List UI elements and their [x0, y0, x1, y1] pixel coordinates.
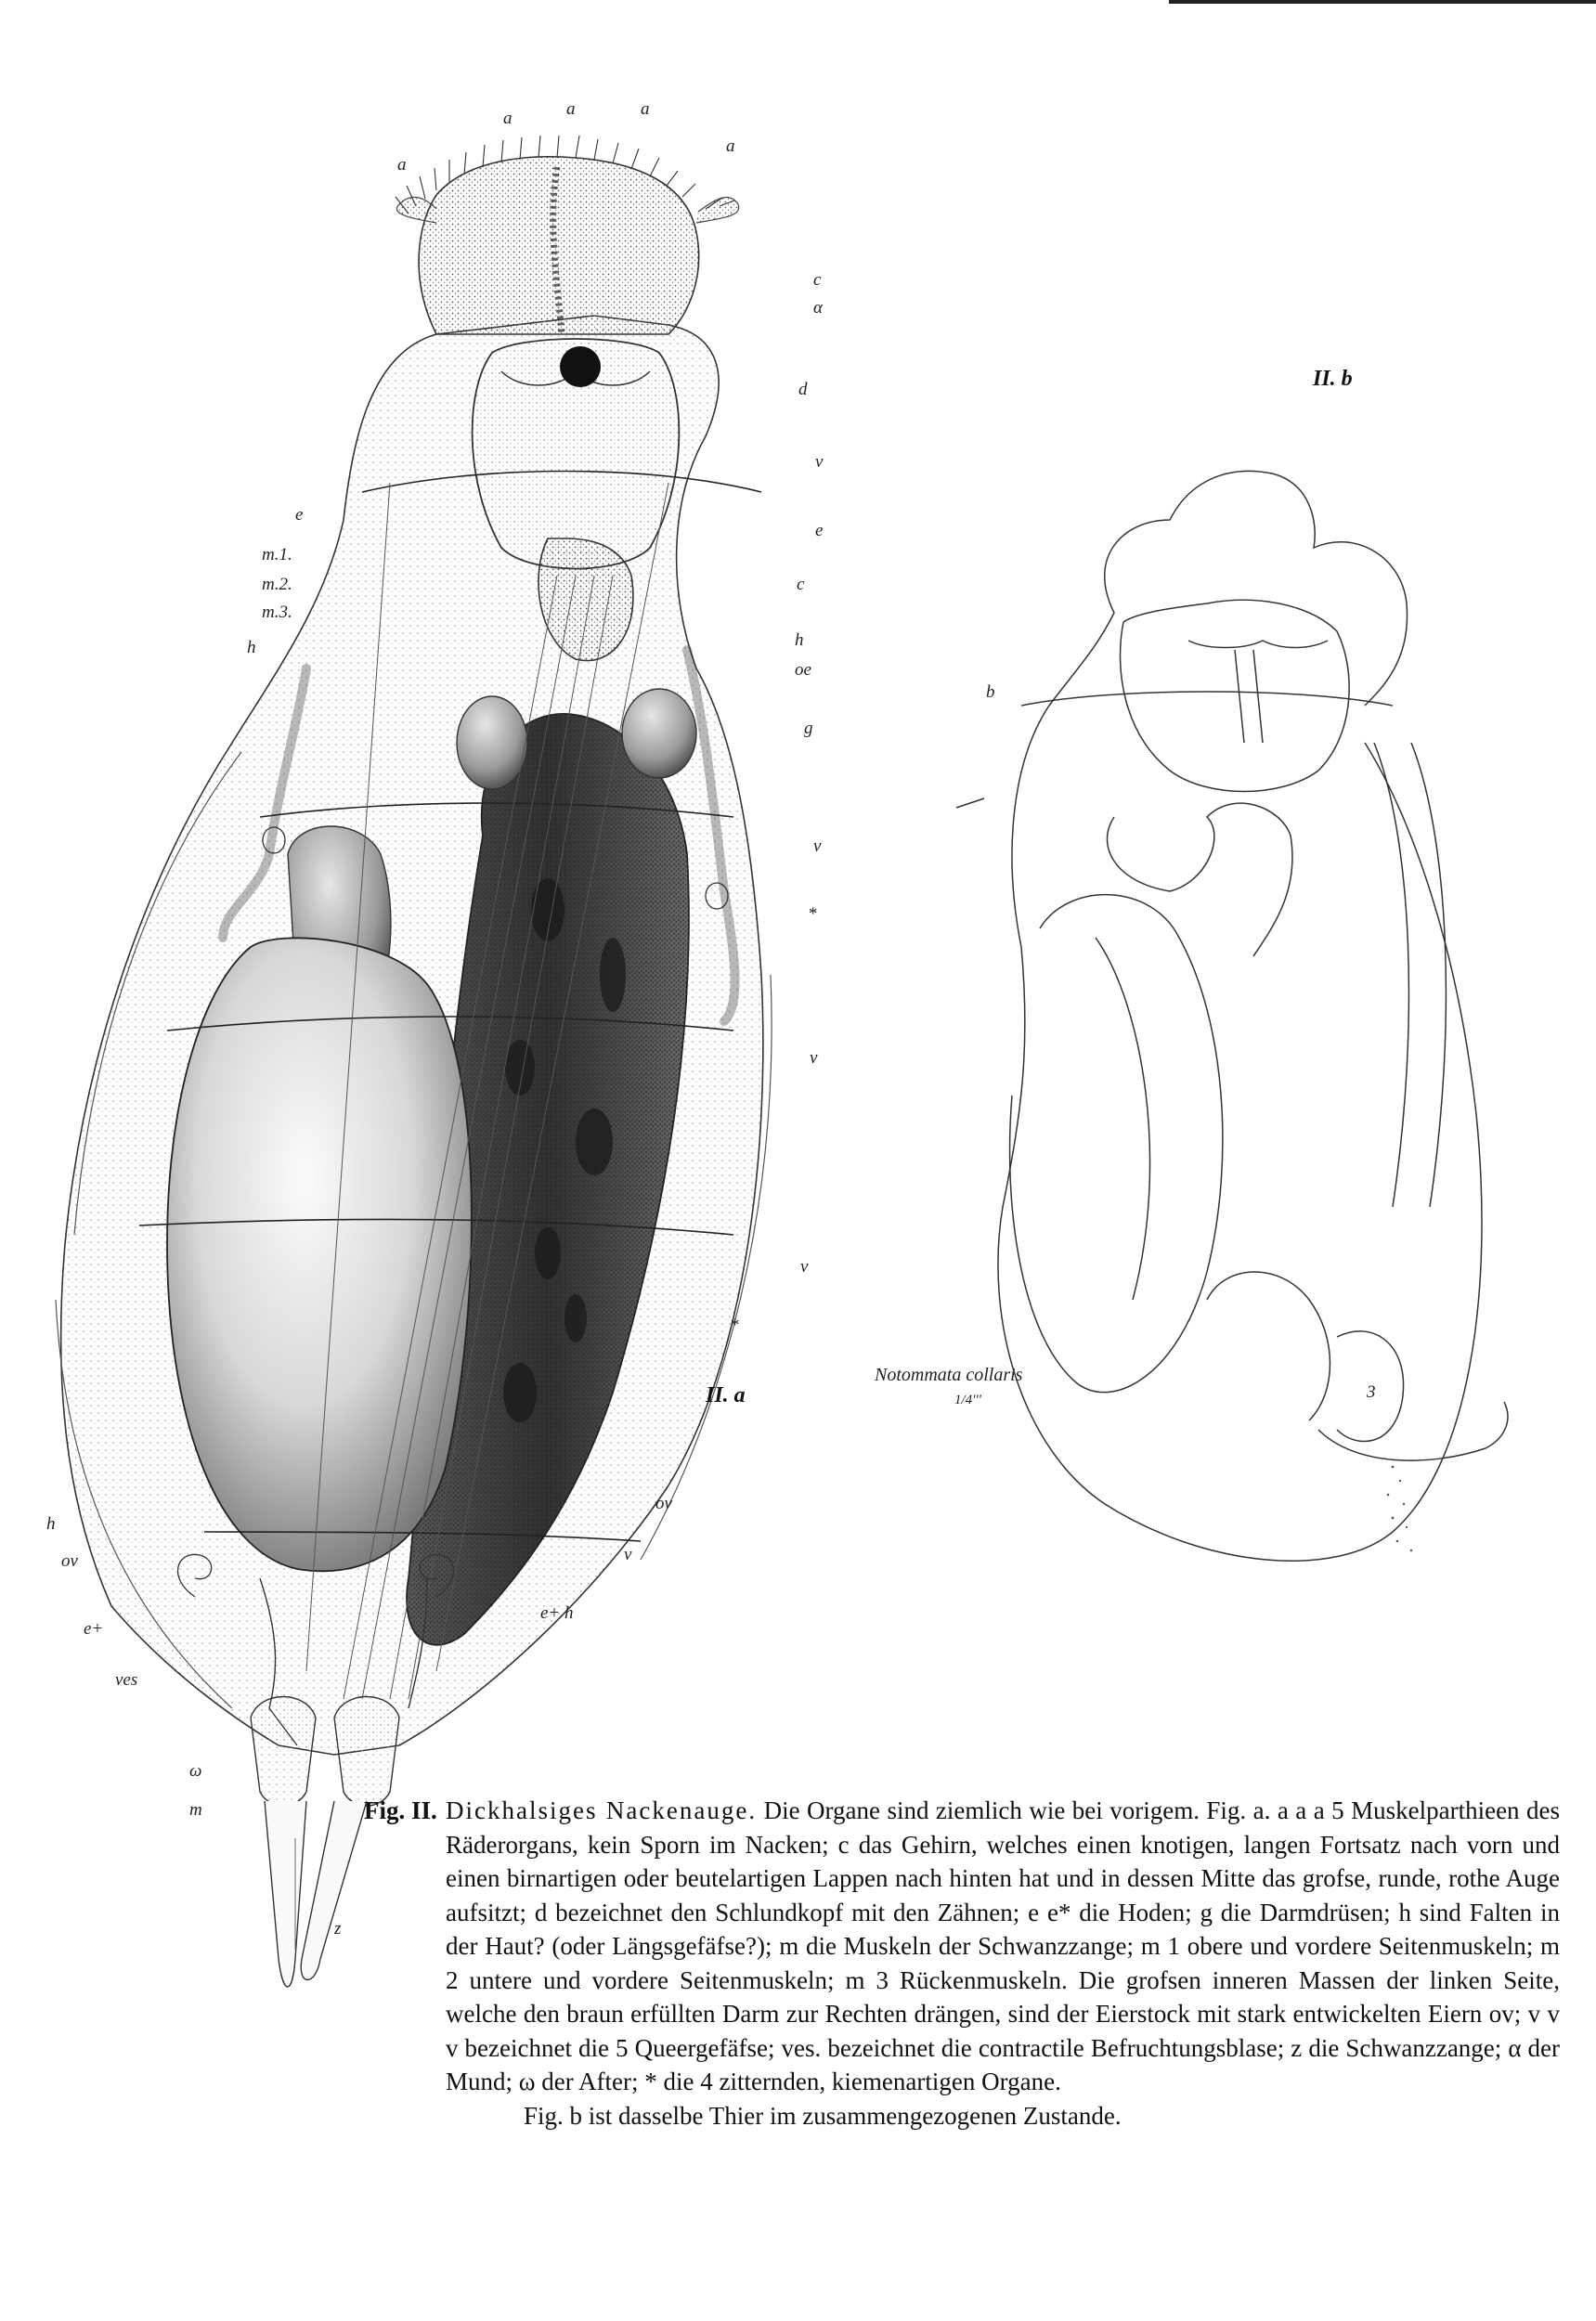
label-h2: h	[795, 630, 804, 650]
caption-body: Die Organe sind ziemlich wie bei vorigem. Fig. a. a a a 5 Muskelparthieen des Räderorgans, kein Sporn im Nacken; c das Gehirn, welches einen knotigen, langen Fortsatz nach vorn und einen birnartigen oder beutelartigen Lappen nach hinten hat und in dessen Mitte das grofse, runde, rothe Auge aufsitzt; d bezeichnet den Schlundkopf mit den Zähnen; e e* die Hoden; g die Darmdrüsen; h sind Falten in der Haut? (oder Längsgefäfse?); m die Muskeln der Schwanzzange; m 1 obere und vordere Seitenmuskeln; m 2 untere und vordere Seitenmuskeln; m 3 Rückenmuskeln. Die grofsen inneren Massen der linken Seite, welche den braun erfüllten Darm zur Rechten drängen, sind der Eierstock mit stark entwickelten Eiern ov; v v v bezeichnet die 5 Queergefäfse; ves. bezeichnet die contractile Befruchtungsblase; z die Schwanzzange; α der Mund; ω der After; * die 4 zitternden, kiemenartigen Organe.	[446, 1796, 1561, 2095]
label-omega: ω	[189, 1761, 202, 1781]
label-v2: v	[813, 836, 822, 856]
label-ov2: ov	[61, 1551, 78, 1571]
label-m3: m.3.	[262, 603, 292, 622]
label-m2: m.2.	[262, 575, 292, 594]
label-m: m	[189, 1800, 202, 1820]
label-a3: a	[641, 99, 650, 119]
label-3: 3	[1367, 1382, 1376, 1402]
label-b: b	[986, 682, 995, 702]
label-d: d	[798, 380, 808, 399]
label-v5: v	[624, 1545, 632, 1564]
label-c1: c	[813, 270, 822, 290]
caption-title: Dickhalsiges Nackenauge.	[446, 1796, 758, 1824]
label-h1: h	[247, 638, 256, 657]
label-e2: e	[815, 521, 824, 540]
label-m1: m.1.	[262, 545, 292, 564]
label-e1: e	[295, 505, 304, 525]
label-v1: v	[815, 452, 824, 472]
figure-a-tag: II. a	[706, 1383, 746, 1407]
label-a1: a	[503, 109, 513, 128]
label-h3: h	[46, 1514, 56, 1534]
label-ov1: ov	[655, 1494, 672, 1513]
label-star1: *	[808, 904, 817, 924]
scale-mark: 1/4'''	[954, 1393, 981, 1407]
label-g: g	[804, 719, 813, 738]
caption-last-line: Fig. b ist dasselbe Thier im zusammengezogenen Zustande.	[524, 2101, 1122, 2130]
label-a5: a	[726, 136, 735, 156]
species-signature: Notommata collaris	[875, 1365, 1023, 1385]
label-eplus-h: e+ h	[540, 1603, 574, 1623]
caption-fig-number: Fig. II.	[364, 1796, 437, 1824]
label-eplus1: e+	[84, 1619, 104, 1639]
label-a4: a	[397, 155, 407, 175]
label-alpha: α	[813, 298, 823, 318]
label-v4: v	[800, 1257, 809, 1277]
label-c2: c	[797, 575, 805, 594]
label-a2: a	[566, 99, 576, 119]
label-ves: ves	[115, 1670, 138, 1690]
figure-caption	[364, 1794, 1561, 2133]
label-oe: oe	[795, 660, 811, 680]
caption-body-paragraph	[446, 1794, 1560, 2099]
label-star2: *	[730, 1316, 739, 1335]
label-z: z	[334, 1919, 342, 1938]
label-v3: v	[810, 1048, 818, 1068]
figure-b-tag: II. b	[1313, 367, 1353, 391]
